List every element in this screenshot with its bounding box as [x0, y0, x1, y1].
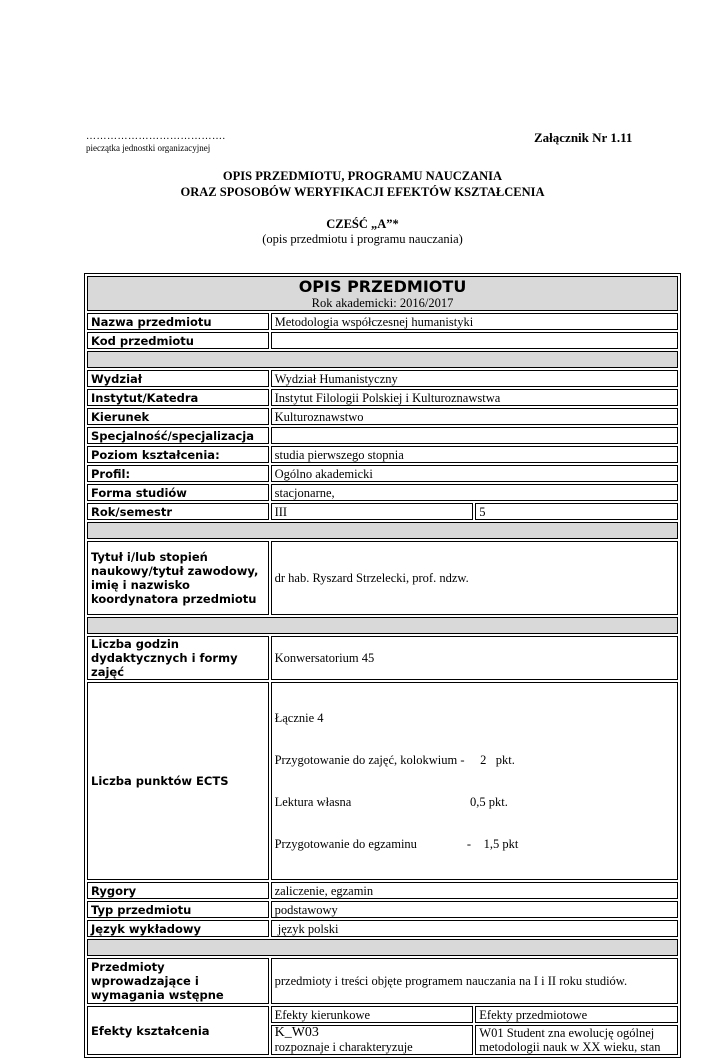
row-value-semestr: 5 — [475, 503, 678, 520]
table-row — [87, 503, 678, 520]
row-label-typ: Typ przedmiotu — [87, 901, 269, 918]
course-description-table — [84, 273, 681, 1058]
efekt-text: W01 Student zna ewolucję ogólnej — [479, 1026, 655, 1040]
table-row — [87, 958, 678, 1004]
row-value-godziny: Konwersatorium 45 — [271, 636, 678, 680]
row-label-poziom: Poziom kształcenia: — [87, 446, 269, 463]
row-value-wydzial: Wydział Humanistyczny — [271, 370, 678, 387]
row-value-ects — [271, 682, 678, 880]
table-title: OPIS PRZEDMIOTU — [298, 277, 467, 296]
table-row — [87, 920, 678, 937]
separator-row — [87, 939, 678, 956]
efekt-text: rozpoznaje i charakteryzuje — [274, 1040, 413, 1054]
row-label-ects: Liczba punktów ECTS — [87, 682, 269, 880]
row-label-profil: Profil: — [87, 465, 269, 482]
row-value-jezyk: język polski — [271, 920, 678, 937]
table-row — [87, 484, 678, 501]
efekty-kierunkowe-header: Efekty kierunkowe — [271, 1006, 474, 1023]
title-line-2: ORAZ SPOSOBÓW WERYFIKACJI EFEKTÓW KSZTAŁCENIA — [180, 185, 545, 199]
row-label-specjalnosc: Specjalność/specjalizacja — [87, 427, 269, 444]
ects-line: Lektura własna 0,5 pkt. — [274, 795, 508, 809]
row-label-instytut: Instytut/Katedra — [87, 389, 269, 406]
row-value-rok: III — [271, 503, 474, 520]
row-value-poziom: studia pierwszego stopnia — [271, 446, 678, 463]
separator-row — [87, 617, 678, 634]
row-label-kod: Kod przedmiotu — [87, 332, 269, 349]
row-value-koordynator: dr hab. Ryszard Strzelecki, prof. ndzw. — [271, 541, 678, 615]
row-value-kod — [271, 332, 678, 349]
row-label-rok: Rok/semestr — [87, 503, 269, 520]
row-label-efekty: Efekty kształcenia — [87, 1006, 269, 1055]
table-row — [87, 332, 678, 349]
row-value-instytut: Instytut Filologii Polskiej i Kulturoznawstwa — [271, 389, 678, 406]
row-value-specjalnosc — [271, 427, 678, 444]
efekty-kierunkowe-cell — [271, 1025, 474, 1055]
table-row — [87, 541, 678, 615]
efekty-przedmiotowe-header: Efekty przedmiotowe — [475, 1006, 678, 1023]
row-value-forma: stacjonarne, — [271, 484, 678, 501]
efekt-code: K_W03 — [274, 1025, 319, 1040]
row-value-typ: podstawowy — [271, 901, 678, 918]
table-row — [87, 465, 678, 482]
table-heading-row — [87, 276, 678, 311]
row-value-nazwa: Metodologia współczesnej humanistyki — [271, 313, 678, 330]
row-label-jezyk: Język wykładowy — [87, 920, 269, 937]
title-line-1: OPIS PRZEDMIOTU, PROGRAMU NAUCZANIA — [222, 169, 503, 183]
row-label-wymagania: Przedmioty wprowadzające i wymagania wstępne — [87, 958, 269, 1004]
row-label-rygory: Rygory — [87, 882, 269, 899]
separator-row — [87, 522, 678, 539]
table-row — [87, 313, 678, 330]
row-value-kierunek: Kulturoznawstwo — [271, 408, 678, 425]
table-heading — [87, 276, 678, 311]
table-row — [87, 882, 678, 899]
stamp-dotted-line: …………………………………. — [86, 131, 226, 142]
table-row — [87, 427, 678, 444]
row-value-wymagania: przedmioty i treści objęte programem nauczania na I i II roku studiów. — [271, 958, 678, 1004]
annex-number: Załącznik Nr 1.11 — [534, 130, 633, 145]
stamp-caption: pieczątka jednostki organizacyjnej — [86, 143, 211, 153]
table-row — [87, 682, 678, 880]
row-value-rygory: zaliczenie, egzamin — [271, 882, 678, 899]
row-label-wydzial: Wydział — [87, 370, 269, 387]
efekt-text: metodologii nauk w XX wieku, stan — [479, 1040, 661, 1054]
row-label-godziny: Liczba godzin dydaktycznych i formy zajęć — [87, 636, 269, 680]
table-row — [87, 370, 678, 387]
part-heading: CZEŚĆ „A”* — [326, 217, 399, 231]
row-label-forma: Forma studiów — [87, 484, 269, 501]
row-label-kierunek: Kierunek — [87, 408, 269, 425]
separator — [87, 617, 678, 634]
table-row — [87, 1006, 678, 1023]
academic-year: Rok akademicki: 2016/2017 — [311, 296, 454, 310]
document-title — [0, 168, 725, 200]
efekty-przedmiotowe-cell — [475, 1025, 678, 1055]
separator — [87, 939, 678, 956]
ects-line: Przygotowanie do zajęć, kolokwium - 2 pkt. — [274, 753, 515, 767]
row-value-profil: Ogólno akademicki — [271, 465, 678, 482]
table-row — [87, 389, 678, 406]
ects-line: Przygotowanie do egzaminu - 1,5 pkt — [274, 837, 519, 851]
separator — [87, 522, 678, 539]
table-row — [87, 446, 678, 463]
separator-row — [87, 351, 678, 368]
table-row — [87, 636, 678, 680]
row-label-nazwa: Nazwa przedmiotu — [87, 313, 269, 330]
table-row — [87, 901, 678, 918]
ects-line: Łącznie 4 — [274, 711, 324, 725]
table-row — [87, 408, 678, 425]
separator — [87, 351, 678, 368]
part-subheading: (opis przedmiotu i programu nauczania) — [262, 232, 463, 246]
row-label-koordynator: Tytuł i/lub stopień naukowy/tytuł zawodowy, imię i nazwisko koordynatora przedmiotu — [87, 541, 269, 615]
